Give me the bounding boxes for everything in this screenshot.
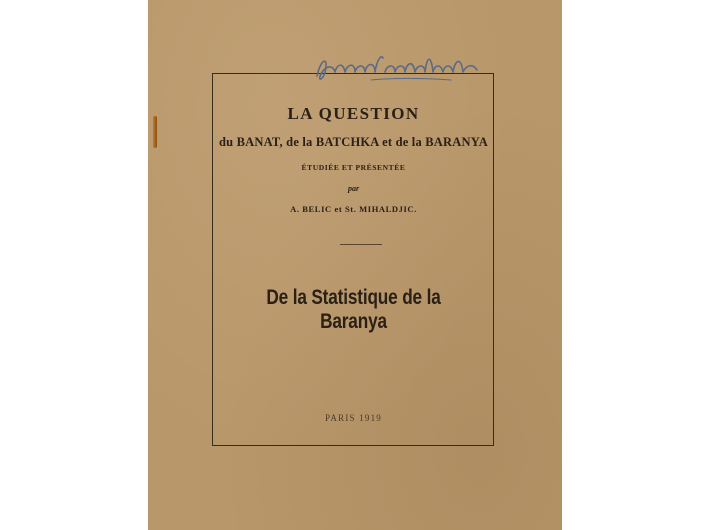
cover-title: LA QUESTION — [287, 104, 420, 123]
title-frame-border — [212, 73, 494, 446]
staple-mark — [153, 116, 157, 148]
study-line: ÉTUDIÉE ET PRÉSENTÉE — [301, 163, 406, 172]
authors: A. BELIC et St. MIHALDJIC. — [290, 204, 417, 214]
section-title: De la Statistique de la Baranya — [266, 286, 441, 333]
handwritten-signature — [311, 50, 481, 86]
by-line: par — [347, 184, 360, 193]
divider-rule — [340, 244, 382, 245]
book-cover — [148, 0, 562, 530]
imprint: PARIS 1919 — [325, 413, 382, 423]
cover-subtitle: du BANAT, de la BATCHKA et de la BARANYA — [218, 135, 489, 149]
